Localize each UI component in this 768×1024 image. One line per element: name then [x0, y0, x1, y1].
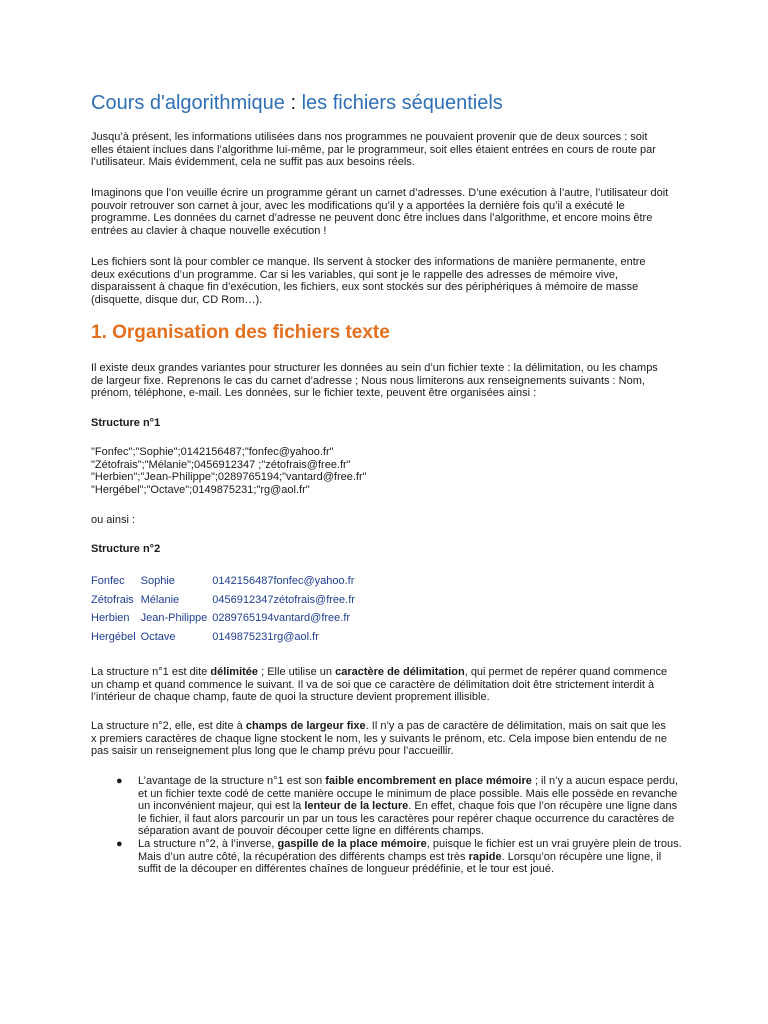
bullet-icon: ● — [116, 775, 123, 787]
section-heading: 1. Organisation des fichiers texte — [91, 322, 390, 343]
structure-2-label: Structure n°2 — [91, 543, 161, 555]
title-sub: les fichiers séquentiels — [301, 92, 503, 114]
intro-paragraph-1: Jusqu’à présent, les informations utilisées dans nos programmes ne pouvaient provenir que de deux sources : soit elles étaient inclues dans l’algorithme lui-même, par le programmeur, soit elles étaient entrées en cours de route par l’utilisateur. Mais évidemment, cela ne suffit pas aux besoins réels. — [91, 131, 656, 169]
text-run: ; Elle utilise un — [258, 666, 336, 678]
text-run: ; il n’y a aucun espace perdu, et un fichier texte codé de cette manière occupe le minimum de place possible. Mais elle possède en revanche un inconvénient majeur, qui est la — [138, 775, 679, 813]
bold-run: délimitée — [210, 666, 259, 678]
structure-1-lines — [91, 446, 367, 496]
table-cell: 0149875231rg@aol.fr — [212, 630, 319, 643]
bold-run: faible encombrement en place mémoire — [325, 775, 532, 787]
section-paragraph: Il existe deux grandes variantes pour structurer les données au sein d’un fichier texte : la délimitation, ou les champs de largeur fixe. Reprenons le cas du carnet d’adresse ; Nous nous limiterons aux renseignements suivants : Nom, prénom, téléphone, e-mail. Les données, sur le fichier texte, peuvent être organisées ainsi : — [91, 362, 658, 400]
list-item — [116, 775, 686, 838]
table-cell: Fonfec — [91, 575, 125, 587]
code-line: "Herbien";"Jean-Philippe";0289765194;"vantard@free.fr" — [91, 471, 367, 484]
code-line: "Hergébel";"Octave";0149875231;"rg@aol.fr" — [91, 483, 310, 496]
table-row — [89, 594, 358, 613]
bullet-icon: ● — [116, 837, 123, 850]
bold-run: lenteur de la lecture — [304, 800, 409, 813]
structure-2-table — [89, 575, 358, 649]
intro-paragraph-3: Les fichiers sont là pour combler ce manque. Ils servent à stocker des informations de manière permanente, entre deux exécutions d’un programme. Car si les variables, qui sont je le rappelle des adresses de mémoire vive, disparaissent à chaque fin d’exécution, les fichiers, eux sont stockés sur des périphériques à mémoire de masse (disquette, disque dur, CD Rom…). — [91, 256, 646, 306]
table-row — [89, 631, 358, 650]
text-run: L’avantage de la structure n°1 est son — [138, 775, 326, 787]
table-cell: Hergébel — [91, 630, 136, 643]
text-run: . En effet, chaque fois que l’on récupère une ligne dans le fichier, il faut alors parcourir un par un tous les caractères pour repérer chaque occurrence du caractères de séparation avant de pouvoir découper cette ligne en différents champs. — [138, 800, 678, 838]
text-run: La structure n°1 est dite — [91, 666, 211, 678]
structure-2-explanation — [91, 720, 671, 758]
table-cell: 0289765194vantard@free.fr — [212, 612, 351, 624]
code-line: "Zétofrais";"Mélanie";0456912347 ;"zétofrais@free.fr" — [91, 458, 351, 471]
table-cell: Octave — [140, 630, 176, 643]
text-run: . Il n’y a pas de caractère de délimitation, mais on sait que les x premiers caractères de chaque ligne stockent le nom, les y suivants le prénom, etc. Cela impose bien entendu de ne pas saisir un renseignement plus long que le champ prévu pour l’accueillir. — [91, 720, 667, 758]
table-cell: 0142156487fonfec@yahoo.fr — [212, 575, 355, 587]
or-text: ou ainsi : — [91, 514, 136, 526]
page-title — [91, 92, 503, 115]
table-cell: Sophie — [140, 575, 175, 587]
table-cell: 0456912347zétofrais@free.fr — [212, 593, 355, 606]
table-cell: Jean-Philippe — [140, 612, 208, 624]
bold-run: rapide — [468, 850, 502, 863]
text-run: La structure n°2, elle, est dite à — [91, 720, 246, 732]
text-run: . Lorsqu’on récupère une ligne, il suffit de la découper en différentes chaînes de longueur prédéfinie, et le tour est joué. — [138, 850, 662, 876]
table-row — [89, 612, 358, 631]
title-separator: : — [284, 92, 302, 114]
table-cell: Zétofrais — [91, 593, 134, 606]
list-item — [116, 838, 686, 876]
structure-1-label: Structure n°1 — [91, 417, 161, 429]
intro-paragraph-2: Imaginons que l’on veuille écrire un programme gérant un carnet d’adresses. D’une exécution à l’autre, l’utilisateur doit pouvoir retrouver son carnet à jour, avec les modifications qu’il y a apportées la dernière fois qu’il a exécuté le programme. Les données du carnet d’adresse ne peuvent donc être inclues dans l’algorithme, et encore moins être entrées au clavier à chaque nouvelle exécution ! — [91, 187, 669, 237]
table-cell: Mélanie — [140, 593, 180, 606]
text-run: , puisque le fichier est un vrai gruyère plein de trous. Mais d’un autre côté, la récupération des différents champs est très — [138, 837, 682, 863]
bold-run: gaspille de la place mémoire — [277, 837, 427, 850]
table-row — [89, 575, 358, 594]
table-cell: Herbien — [91, 612, 130, 624]
code-line: "Fonfec";"Sophie";0142156487;"fonfec@yahoo.fr" — [91, 446, 334, 458]
text-run: , qui permet de repérer quand commence un champ et quand commence le suivant. Il va de soi que ce caractère de délimitation doit être strictement interdit à l’intérieur de chaque champ, faute de quoi la structure devient proprement illisible. — [91, 666, 668, 704]
bold-run: champs de largeur fixe — [245, 720, 366, 732]
text-run: La structure n°2, à l’inverse, — [138, 837, 278, 850]
structure-1-explanation — [91, 666, 671, 704]
bold-run: caractère de délimitation — [335, 666, 465, 678]
title-main: Cours d'algorithmique — [91, 92, 285, 114]
comparison-list — [116, 775, 686, 876]
